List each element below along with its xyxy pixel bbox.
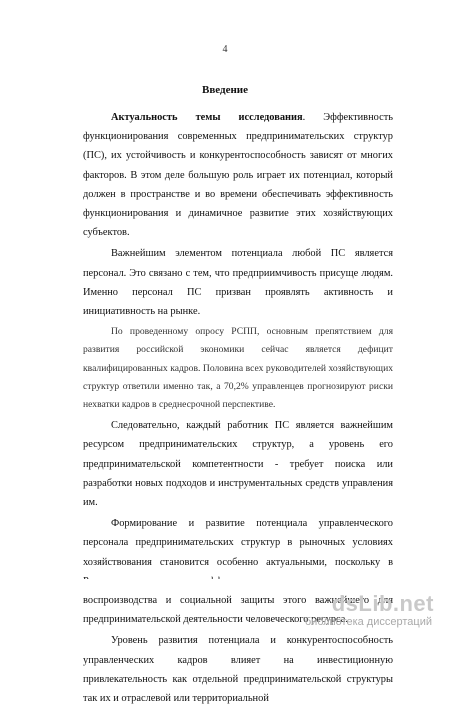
paragraph-relevance [83, 108, 393, 242]
paragraph-resource: Следовательно, каждый работник ПС является важнейшим ресурсом предпринимательских структур, а уровень его предпринимательской компетентности - требует поиска или разработки новых подходов и инструментальных средств управления им. [83, 420, 393, 509]
section-heading: Введение [201, 84, 249, 96]
page-number: 4 [222, 44, 228, 55]
watermark-tagline: библиотека диссертаций [304, 616, 432, 628]
paragraph-lead: Актуальность темы исследования [111, 112, 303, 123]
paragraph-development-level: Уровень развития потенциала и конкурентоспособность управленческих кадров влияет на инвестиционную привлекательность как отдельной предпринимательской структуры так их и отраслевой или территориальной [83, 635, 393, 705]
paragraph-personnel: Важнейшим элементом потенциала любой ПС является персонал. Это связано с тем, что предприимчивость присуще людям. Именно персонал ПС призван проявлять активность и инициативность на рынке. [83, 248, 393, 318]
paragraph-formation: Формирование и развитие потенциала управленческого персонала предпринимательских структур в рыночных условиях хозяйствования становится особенно актуальными, поскольку в воспроизводства и социальной защиты этого важнейшего для предпринимательской деятельности человеческого ресурса. [83, 518, 393, 626]
paragraph-text: . Эффективность функционирования современных предпринимательских структур (ПС), их устойчивость и конкурентоспособность зависят от многих факторов. В этом деле большую роль играет их потенциал, который должен в пространстве и во времени обеспечивать эффективность функционирования и динамичное развитие этих хозяйствующих субъектов. [83, 112, 393, 239]
page-crop-mask [0, 579, 450, 589]
watermark-logo: dsLib.net [331, 591, 434, 616]
paragraph-survey: По проведенному опросу РСПП, основным препятствием для развития российской экономики сейчас является дефицит квалифицированных кадров. Половина всех руководителей хозяйствующих структур ответили именно так, а 70,2% управленцев прогнозируют риски нехватки кадров в среднесрочной перспективе. [83, 326, 393, 411]
watermark [262, 591, 442, 631]
